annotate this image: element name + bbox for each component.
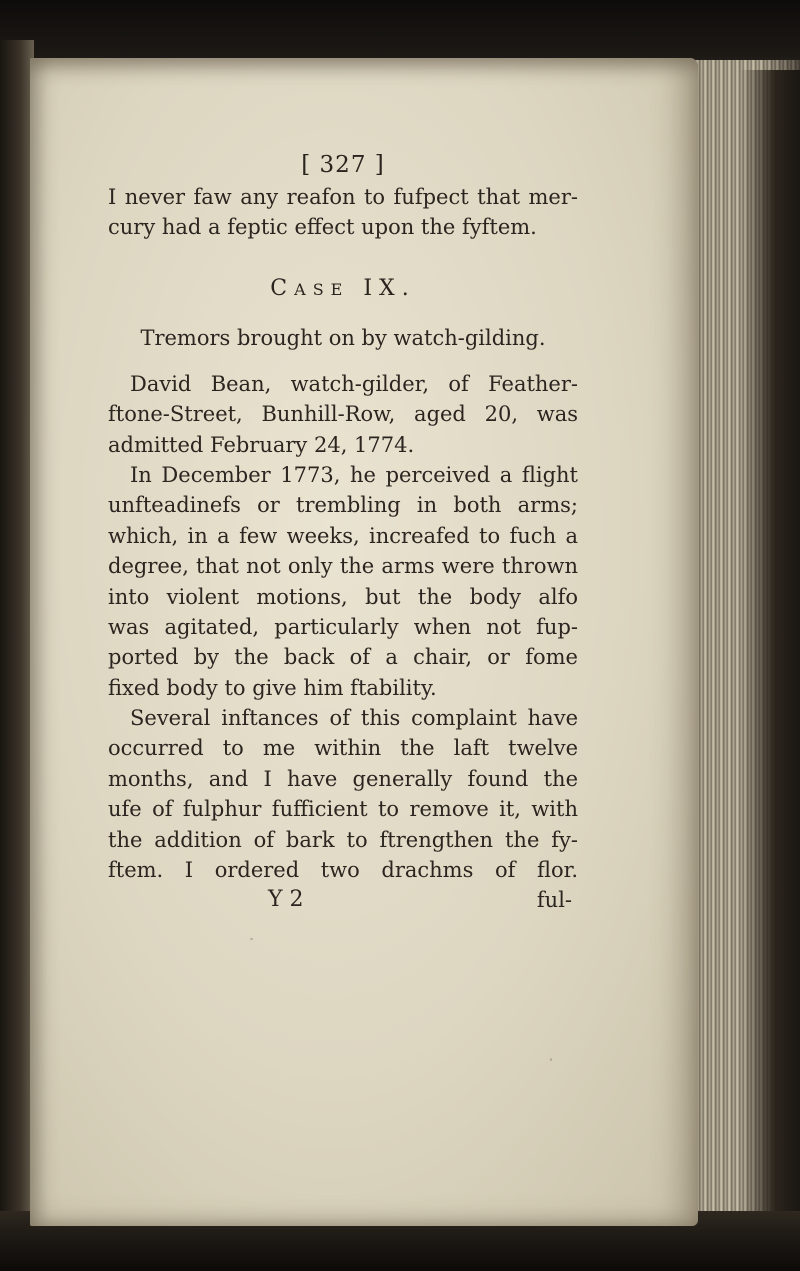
text-line: ftem. I ordered two drachms of flor.	[108, 858, 578, 883]
text-line: which, in a few weeks, increafed to fuch a	[108, 523, 578, 548]
text-line: was agitated, particularly when not fup-	[108, 614, 578, 639]
case-heading	[108, 271, 578, 307]
case-heading-initial: C	[270, 275, 295, 301]
text-line: admitted February 24, 1774.	[108, 432, 415, 457]
text-line: unfteadinefs or trembling in both arms;	[108, 493, 578, 518]
text-line: ported by the back of a chair, or fome	[108, 645, 578, 670]
text-line: degree, that not only the arms were thrown	[108, 554, 578, 579]
paper-sheet	[30, 58, 698, 1226]
paper-speck	[250, 938, 253, 940]
text-line: months, and I have generally found the	[108, 766, 578, 791]
case-heading-smallcaps: ASE	[294, 279, 350, 299]
page-footer	[108, 885, 578, 915]
text-line: Several inftances of this complaint have	[130, 706, 578, 731]
catchword: ful-	[536, 888, 572, 913]
text-line: I never faw any reafon to fufpect that mer-	[108, 185, 578, 209]
page-number-header: [ 327 ]	[301, 152, 385, 178]
text-line: into violent motions, but the body alfo	[108, 584, 578, 609]
text-line: cury had a feptic effect upon the fyftem.	[108, 215, 537, 240]
book-cover-right-edge	[740, 70, 800, 1230]
text-line: the addition of bark to ftrengthen the fy-	[108, 827, 578, 852]
text-line: ufe of fulphur fufficient to remove it, with	[108, 797, 578, 822]
text-line: occurred to me within the laft twelve	[108, 736, 578, 761]
page-text	[108, 148, 578, 915]
text-line: fixed body to give him ftability.	[108, 675, 437, 700]
case-subtitle: Tremors brought on by watch-gilding.	[140, 325, 546, 350]
text-line: David Bean, watch-gilder, of Feather-	[130, 371, 578, 396]
signature-mark: Y 2	[268, 887, 304, 913]
case-heading-number: IX.	[363, 275, 416, 301]
text-line: In December 1773, he perceived a flight	[130, 462, 578, 487]
text-line: ftone-Street, Bunhill-Row, aged 20, was	[108, 402, 578, 427]
book-binding-left-edge	[0, 40, 34, 1240]
paper-speck	[550, 1058, 552, 1061]
